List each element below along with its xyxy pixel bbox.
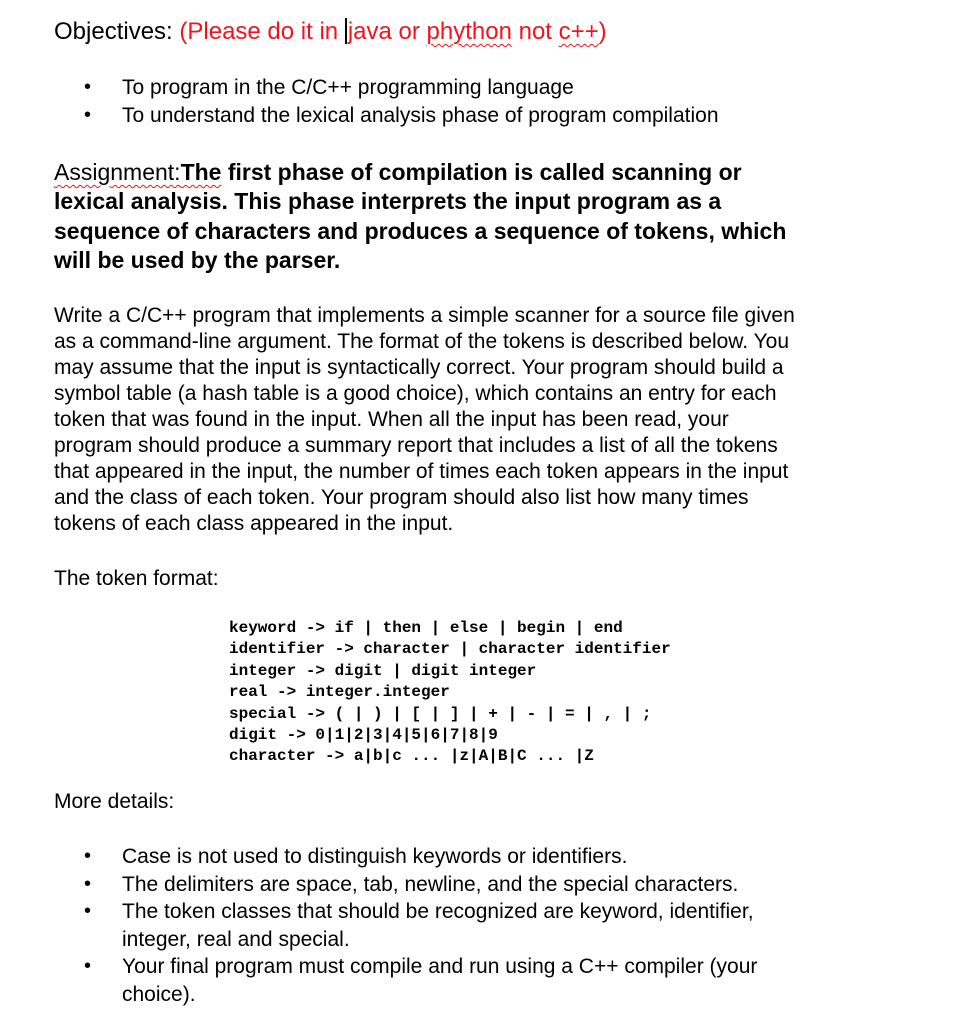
- item-text: • The token classes that should be recognized are keyword, identifier,: [122, 900, 754, 923]
- list-item: • To understand the lexical analysis phase of program compilation: [84, 102, 719, 130]
- paragraph-line: token that was found in the input. When all the input has been read, your: [54, 408, 729, 431]
- assignment-label: Assignment:: [54, 159, 181, 185]
- assignment-paragraph: [54, 158, 786, 275]
- item-text: • Your final program must compile and run using a C++ compiler (your: [122, 955, 758, 978]
- misspelled-word: phython: [426, 18, 512, 45]
- grammar-rule: keyword -> if | then | else | begin | end: [229, 619, 623, 637]
- note-text: ): [598, 18, 607, 45]
- paragraph-line: and the class of each token. Your program should also list how many times: [54, 486, 749, 509]
- assignment-text: sequence of characters and produces a sequence of tokens, which: [54, 217, 787, 244]
- misspelled-word: c++: [558, 18, 599, 45]
- note-text: not: [511, 18, 559, 45]
- paragraph-line: program should produce a summary report that includes a list of all the tokens: [54, 434, 778, 457]
- grammar-rule: special -> ( | ) | [ | ] | + | - | = | , | ;: [229, 704, 652, 723]
- paragraph-line: as a command-line argument. The format of the tokens is described below. You: [54, 330, 790, 353]
- assignment-text: lexical analysis. This phase interprets the input program as a: [54, 188, 722, 215]
- note-text: java or: [347, 18, 427, 45]
- list-item: [84, 953, 757, 1008]
- paragraph-line: symbol table (a hash table is a good choice), which contains an entry for each: [54, 382, 777, 405]
- assignment-text: will be used by the parser.: [54, 246, 341, 273]
- grammar-rule: integer -> digit | digit integer: [229, 661, 537, 680]
- more-details-label: More details:: [54, 790, 175, 813]
- item-text: The delimiters are space, tab, newline, and the special characters.: [122, 872, 739, 896]
- assignment-text: first phase of compilation is called scanning or: [221, 159, 742, 185]
- details-list: [84, 843, 757, 1008]
- list-item: [84, 843, 757, 871]
- item-text: choice).: [122, 982, 196, 1006]
- paragraph-line: Write a C/C++ program that implements a simple scanner for a source file given: [54, 304, 795, 327]
- paragraph-line: may assume that the input is syntactically correct. Your program should build a: [54, 356, 784, 379]
- grammar-block: [229, 618, 671, 768]
- assignment-text: The: [180, 159, 222, 185]
- grammar-rule: character -> a|b|c ... |z|A|B|C ... |Z: [229, 747, 594, 766]
- grammar-rule: digit -> 0|1|2|3|4|5|6|7|8|9: [229, 726, 498, 745]
- objectives-list: [84, 74, 719, 129]
- note-text: (Please do it in: [179, 18, 345, 45]
- paragraph-line: that appeared in the input, the number of times each token appears in the input: [54, 460, 789, 483]
- list-item: • To program in the C/C++ programming language: [84, 74, 719, 102]
- objectives-heading: [54, 18, 607, 46]
- item-text: integer, real and special.: [122, 927, 350, 951]
- description-paragraph: [54, 303, 795, 537]
- item-text: Case is not used to distinguish keywords or identifiers.: [122, 845, 628, 868]
- token-format-label: The token format:: [54, 567, 219, 590]
- list-item: [84, 898, 757, 953]
- list-item: [84, 871, 757, 899]
- grammar-rule: identifier -> character | character identifier: [229, 640, 671, 659]
- language-note: [179, 18, 606, 45]
- text-cursor: [345, 18, 347, 44]
- grammar-rule: real -> integer.integer: [229, 683, 450, 702]
- paragraph-line: tokens of each class appeared in the input.: [54, 512, 454, 535]
- objectives-label: Objectives:: [54, 18, 180, 45]
